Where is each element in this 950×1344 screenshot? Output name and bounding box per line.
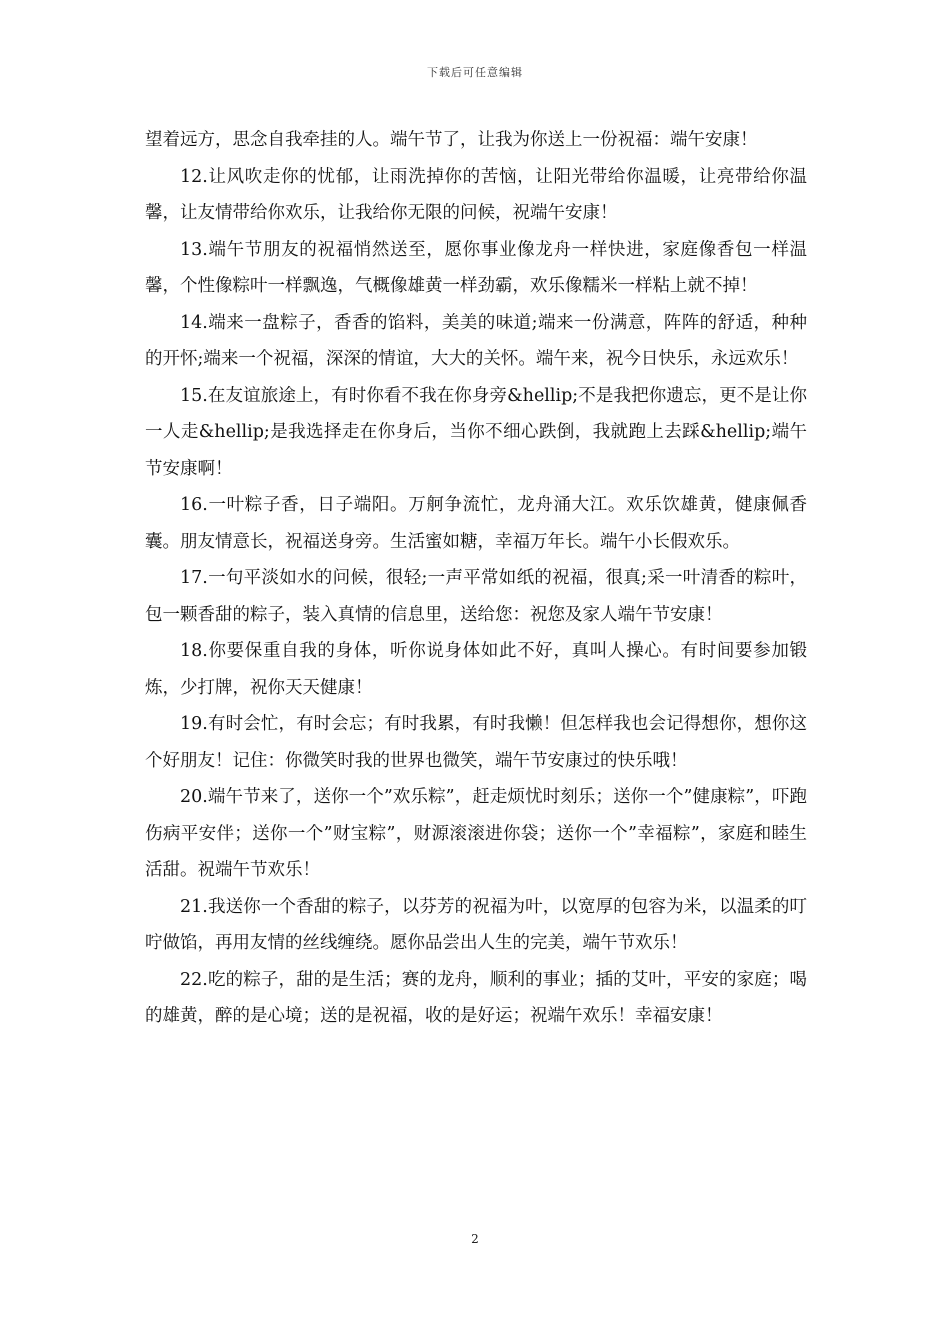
paragraph-continuation: 望着远方，思念自我牵挂的人。端午节了，让我为你送上一份祝福：端午安康！	[145, 130, 758, 150]
paragraph-item-14: 14.端来一盘粽子，香香的馅料，美美的味道;端来一份满意，阵阵的舒适，种种的开怀;端来一个祝福，深深的情谊，大大的关怀。端午来，祝今日快乐，永远欢乐！	[145, 312, 807, 369]
paragraph-item-16: 16.一叶粽子香，日子端阳。万舸争流忙，龙舟涌大江。欢乐饮雄黄，健康佩香囊。朋友情意长，祝福送身旁。生活蜜如糖，幸福万年长。端午小长假欢乐。	[145, 495, 807, 552]
paragraph-item-15: 15.在友谊旅途上，有时你看不我在你身旁&hellip;不是我把你遗忘，更不是让你一人走&hellip;是我选择走在你身后，当你不细心跌倒，我就跑上去踩&hellip;端午节安康啊！	[145, 385, 807, 479]
paragraph-item-12: 12.让风吹走你的忧郁，让雨洗掉你的苦恼，让阳光带给你温暖，让亮带给你温馨，让友情带给你欢乐，让我给你无限的问候，祝端午安康！	[145, 166, 807, 223]
paragraph-item-17: 17.一句平淡如水的问候，很轻;一声平常如纸的祝福，很真;采一叶清香的粽叶，包一颗香甜的粽子，装入真情的信息里，送给您：祝您及家人端午节安康！	[145, 568, 807, 625]
paragraph-item-22: 22.吃的粽子，甜的是生活；赛的龙舟，顺利的事业；插的艾叶，平安的家庭；喝的雄黄，醉的是心境；送的是祝福，收的是好运；祝端午欢乐！幸福安康！	[145, 969, 807, 1026]
page-number: 2	[471, 1232, 479, 1246]
page-header-note: 下载后可任意编辑	[427, 66, 523, 79]
paragraph-item-21: 21.我送你一个香甜的粽子，以芬芳的祝福为叶，以宽厚的包容为米，以温柔的叮咛做馅，再用友情的丝线缠绕。愿你品尝出人生的完美，端午节欢乐！	[145, 896, 807, 953]
paragraph-item-18: 18.你要保重自我的身体，听你说身体如此不好，真叫人操心。有时间要参加锻炼，少打牌，祝你天天健康！	[145, 641, 807, 698]
paragraph-item-19: 19.有时会忙，有时会忘；有时我累，有时我懒！但怎样我也会记得想你，想你这个好朋友！记住：你微笑时我的世界也微笑，端午节安康过的快乐哦！	[145, 714, 807, 771]
paragraph-item-13: 13.端午节朋友的祝福悄然送至，愿你事业像龙舟一样快进，家庭像香包一样温馨，个性像粽叶一样飘逸，气概像雄黄一样劲霸，欢乐像糯米一样粘上就不掉！	[145, 239, 807, 296]
document-body	[145, 122, 807, 1035]
paragraph-item-20: 20.端午节来了，送你一个”欢乐粽”，赶走烦忧时刻乐；送你一个”健康粽”，吓跑伤病平安伴；送你一个”财宝粽”，财源滚滚进你袋；送你一个”幸福粽”，家庭和睦生活甜。祝端午节欢乐！	[145, 787, 807, 880]
